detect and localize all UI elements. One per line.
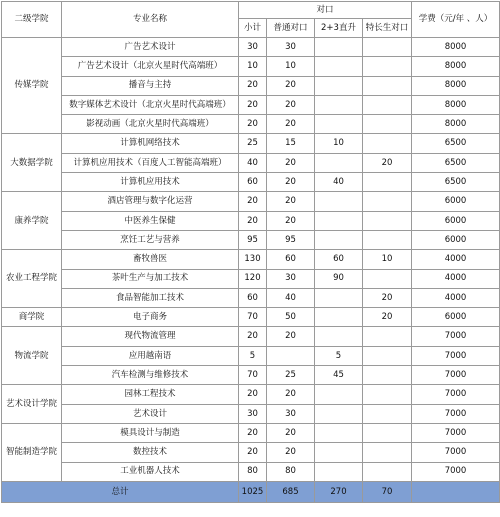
major-cell: 应用越南语 <box>62 346 239 365</box>
special-cell <box>363 269 412 288</box>
major-cell: 酒店管理与数字化运营 <box>62 192 239 211</box>
special-cell <box>363 211 412 230</box>
tuition-cell: 8000 <box>412 76 500 95</box>
regular-cell: 20 <box>267 153 315 172</box>
tuition-cell: 7000 <box>412 385 500 404</box>
subtotal-cell: 60 <box>239 173 267 192</box>
enrollment-plan-table <box>1 1 500 503</box>
subtotal-cell: 25 <box>239 134 267 153</box>
header-special: 特长生对口 <box>363 19 412 38</box>
table-row <box>2 269 500 288</box>
subtotal-cell: 20 <box>239 192 267 211</box>
special-cell <box>363 230 412 249</box>
subtotal-cell: 20 <box>239 115 267 134</box>
three-plus-two-cell <box>315 462 363 481</box>
special-cell <box>363 366 412 385</box>
tuition-cell: 7000 <box>412 423 500 442</box>
three-plus-two-cell: 45 <box>315 366 363 385</box>
regular-cell: 20 <box>267 443 315 462</box>
major-cell: 计算机应用技术 <box>62 173 239 192</box>
major-cell: 播音与主持 <box>62 76 239 95</box>
major-cell: 电子商务 <box>62 308 239 327</box>
table-row <box>2 38 500 57</box>
subtotal-cell: 120 <box>239 269 267 288</box>
subtotal-cell: 80 <box>239 462 267 481</box>
tuition-cell: 7000 <box>412 346 500 365</box>
three-plus-two-cell <box>315 327 363 346</box>
regular-cell: 20 <box>267 327 315 346</box>
special-cell <box>363 57 412 76</box>
special-cell <box>363 134 412 153</box>
tuition-cell: 4000 <box>412 288 500 307</box>
total-tuition <box>412 481 500 502</box>
subtotal-cell: 30 <box>239 38 267 57</box>
major-cell: 广告艺术设计（北京火星时代高端班） <box>62 57 239 76</box>
regular-cell: 60 <box>267 250 315 269</box>
regular-cell: 25 <box>267 366 315 385</box>
tuition-cell: 4000 <box>412 250 500 269</box>
special-cell: 20 <box>363 288 412 307</box>
regular-cell: 20 <box>267 385 315 404</box>
three-plus-two-cell <box>315 308 363 327</box>
college-cell: 智能制造学院 <box>2 423 62 481</box>
college-cell: 农业工程学院 <box>2 250 62 308</box>
regular-cell: 50 <box>267 308 315 327</box>
table-row <box>2 443 500 462</box>
subtotal-cell: 20 <box>239 327 267 346</box>
college-cell: 艺术设计学院 <box>2 385 62 424</box>
three-plus-two-cell: 90 <box>315 269 363 288</box>
header-major: 专业名称 <box>62 2 239 38</box>
table-row <box>2 346 500 365</box>
subtotal-cell: 70 <box>239 366 267 385</box>
three-plus-two-cell <box>315 38 363 57</box>
total-label: 总计 <box>2 481 239 502</box>
tuition-cell: 6500 <box>412 173 500 192</box>
tuition-cell: 6500 <box>412 134 500 153</box>
subtotal-cell: 10 <box>239 57 267 76</box>
major-cell: 食品智能加工技术 <box>62 288 239 307</box>
special-cell <box>363 346 412 365</box>
tuition-cell: 8000 <box>412 57 500 76</box>
tuition-cell: 7000 <box>412 327 500 346</box>
regular-cell: 30 <box>267 38 315 57</box>
tuition-cell: 4000 <box>412 269 500 288</box>
special-cell <box>363 173 412 192</box>
three-plus-two-cell: 5 <box>315 346 363 365</box>
header-row-1 <box>2 2 500 19</box>
regular-cell: 80 <box>267 462 315 481</box>
special-cell <box>363 462 412 481</box>
table-row <box>2 250 500 269</box>
table-row <box>2 173 500 192</box>
major-cell: 汽车检测与维修技术 <box>62 366 239 385</box>
special-cell <box>363 115 412 134</box>
major-cell: 模具设计与制造 <box>62 423 239 442</box>
regular-cell: 20 <box>267 211 315 230</box>
subtotal-cell: 30 <box>239 404 267 423</box>
table-row <box>2 192 500 211</box>
regular-cell: 20 <box>267 192 315 211</box>
college-cell: 康养学院 <box>2 192 62 250</box>
special-cell <box>363 423 412 442</box>
special-cell <box>363 76 412 95</box>
regular-cell <box>267 346 315 365</box>
three-plus-two-cell <box>315 95 363 114</box>
college-cell: 大数据学院 <box>2 134 62 192</box>
tuition-cell: 6000 <box>412 211 500 230</box>
subtotal-cell: 70 <box>239 308 267 327</box>
table-row <box>2 366 500 385</box>
major-cell: 数控技术 <box>62 443 239 462</box>
table-row <box>2 57 500 76</box>
three-plus-two-cell <box>315 192 363 211</box>
major-cell: 茶叶生产与加工技术 <box>62 269 239 288</box>
tuition-cell: 6000 <box>412 308 500 327</box>
table-row <box>2 153 500 172</box>
table-row <box>2 327 500 346</box>
table-row <box>2 288 500 307</box>
regular-cell: 20 <box>267 423 315 442</box>
major-cell: 影视动画（北京火星时代高端班） <box>62 115 239 134</box>
major-cell: 计算机网络技术 <box>62 134 239 153</box>
subtotal-cell: 20 <box>239 211 267 230</box>
subtotal-cell: 20 <box>239 76 267 95</box>
college-cell: 商学院 <box>2 308 62 327</box>
major-cell: 园林工程技术 <box>62 385 239 404</box>
tuition-cell: 7000 <box>412 404 500 423</box>
tuition-cell: 8000 <box>412 38 500 57</box>
subtotal-cell: 130 <box>239 250 267 269</box>
special-cell <box>363 95 412 114</box>
special-cell <box>363 327 412 346</box>
tuition-cell: 7000 <box>412 366 500 385</box>
regular-cell: 10 <box>267 57 315 76</box>
subtotal-cell: 60 <box>239 288 267 307</box>
regular-cell: 95 <box>267 230 315 249</box>
special-cell: 20 <box>363 308 412 327</box>
regular-cell: 20 <box>267 115 315 134</box>
table-body <box>2 38 500 482</box>
regular-cell: 40 <box>267 288 315 307</box>
header-subtotal: 小计 <box>239 19 267 38</box>
three-plus-two-cell <box>315 385 363 404</box>
total-three-plus-two: 270 <box>315 481 363 502</box>
header-three-plus-two: 2+3直升 <box>315 19 363 38</box>
tuition-cell: 6000 <box>412 230 500 249</box>
tuition-cell: 8000 <box>412 115 500 134</box>
header-plan-group: 对口 <box>239 2 412 19</box>
three-plus-two-cell: 40 <box>315 173 363 192</box>
table-row <box>2 134 500 153</box>
major-cell: 计算机应用技术（百度人工智能高端班） <box>62 153 239 172</box>
total-subtotal: 1025 <box>239 481 267 502</box>
subtotal-cell: 5 <box>239 346 267 365</box>
college-cell: 传媒学院 <box>2 38 62 134</box>
three-plus-two-cell: 60 <box>315 250 363 269</box>
subtotal-cell: 95 <box>239 230 267 249</box>
subtotal-cell: 20 <box>239 443 267 462</box>
table-row <box>2 115 500 134</box>
table-row <box>2 76 500 95</box>
tuition-cell: 8000 <box>412 95 500 114</box>
major-cell: 广告艺术设计 <box>62 38 239 57</box>
special-cell <box>363 385 412 404</box>
three-plus-two-cell <box>315 423 363 442</box>
three-plus-two-cell <box>315 288 363 307</box>
three-plus-two-cell <box>315 153 363 172</box>
major-cell: 烹饪工艺与营养 <box>62 230 239 249</box>
regular-cell: 20 <box>267 95 315 114</box>
tuition-cell: 6000 <box>412 192 500 211</box>
table-row <box>2 404 500 423</box>
subtotal-cell: 20 <box>239 95 267 114</box>
regular-cell: 20 <box>267 173 315 192</box>
major-cell: 现代物流管理 <box>62 327 239 346</box>
regular-cell: 20 <box>267 76 315 95</box>
table-row <box>2 95 500 114</box>
table-row <box>2 423 500 442</box>
subtotal-cell: 20 <box>239 385 267 404</box>
table-row <box>2 211 500 230</box>
three-plus-two-cell <box>315 230 363 249</box>
college-cell: 物流学院 <box>2 327 62 385</box>
major-cell: 艺术设计 <box>62 404 239 423</box>
major-cell: 数字媒体艺术设计（北京火星时代高端班） <box>62 95 239 114</box>
three-plus-two-cell <box>315 115 363 134</box>
header-college: 二级学院 <box>2 2 62 38</box>
header-tuition: 学费（元/年 、人） <box>412 2 500 38</box>
three-plus-two-cell <box>315 57 363 76</box>
total-row <box>2 481 500 502</box>
subtotal-cell: 40 <box>239 153 267 172</box>
major-cell: 工业机器人技术 <box>62 462 239 481</box>
special-cell: 20 <box>363 153 412 172</box>
table-row <box>2 308 500 327</box>
regular-cell: 15 <box>267 134 315 153</box>
table-row <box>2 462 500 481</box>
special-cell <box>363 443 412 462</box>
major-cell: 中医养生保健 <box>62 211 239 230</box>
regular-cell: 30 <box>267 269 315 288</box>
three-plus-two-cell <box>315 76 363 95</box>
tuition-cell: 7000 <box>412 443 500 462</box>
three-plus-two-cell <box>315 211 363 230</box>
table-row <box>2 385 500 404</box>
regular-cell: 30 <box>267 404 315 423</box>
tuition-cell: 6500 <box>412 153 500 172</box>
header-regular: 普通对口 <box>267 19 315 38</box>
three-plus-two-cell <box>315 443 363 462</box>
three-plus-two-cell: 10 <box>315 134 363 153</box>
total-special: 70 <box>363 481 412 502</box>
table-row <box>2 230 500 249</box>
three-plus-two-cell <box>315 404 363 423</box>
subtotal-cell: 20 <box>239 423 267 442</box>
special-cell <box>363 38 412 57</box>
major-cell: 畜牧兽医 <box>62 250 239 269</box>
special-cell <box>363 192 412 211</box>
special-cell: 10 <box>363 250 412 269</box>
tuition-cell: 7000 <box>412 462 500 481</box>
total-regular: 685 <box>267 481 315 502</box>
special-cell <box>363 404 412 423</box>
